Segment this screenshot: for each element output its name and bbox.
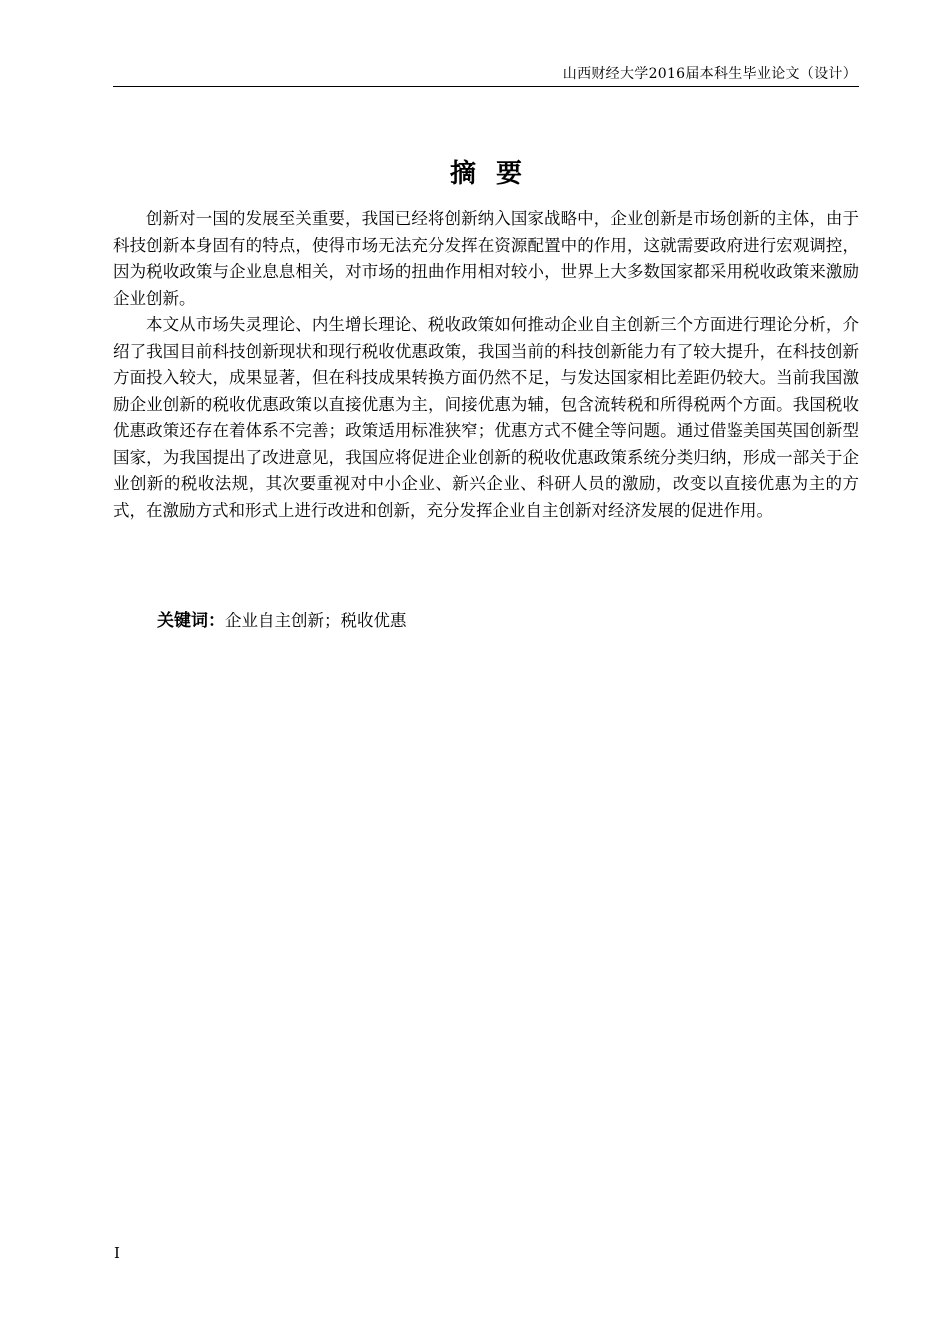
page-number: I (114, 1244, 120, 1262)
keywords-line (157, 608, 407, 634)
abstract-title: 摘要 (449, 159, 542, 189)
running-header (113, 64, 859, 87)
abstract-paragraph: 创新对一国的发展至关重要，我国已经将创新纳入国家战略中，企业创新是市场创新的主体，由于科技创新本身固有的特点，使得市场无法充分发挥在资源配置中的作用，这就需要政府进行宏观调控，因为税收政策与企业息息相关，对市场的扭曲作用相对较小，世界上大多数国家都采用税收政策来激励企业创新。 (113, 209, 859, 308)
keywords-label: 关键词： (157, 611, 225, 631)
abstract-paragraph: 本文从市场失灵理论、内生增长理论、税收政策如何推动企业自主创新三个方面进行理论分析，介绍了我国目前科技创新现状和现行税收优惠政策，我国当前的科技创新能力有了较大提升，在科技创新方面投入较大，成果显著，但在科技成果转换方面仍然不足，与发达国家相比差距仍较大。当前我国激励企业创新的税收优惠政策以直接优惠为主，间接优惠为辅，包含流转税和所得税两个方面。我国税收优惠政策还存在着体系不完善；政策适用标准狭窄；优惠方式不健全等问题。通过借鉴美国英国创新型国家，为我国提出了改进意见，我国应将促进企业创新的税收优惠政策系统分类归纳，形成一部关于企业创新的税收法规，其次要重视对中小企业、新兴企业、科研人员的激励，改变以直接优惠为主的方式，在激励方式和形式上进行改进和创新，充分发挥企业自主创新对经济发展的促进作用。 (113, 315, 859, 520)
running-header-title: 山西财经大学2016届本科生毕业论文（设计） (562, 66, 857, 82)
abstract-body (113, 206, 859, 524)
keywords-value: 企业自主创新；税收优惠 (225, 611, 407, 630)
